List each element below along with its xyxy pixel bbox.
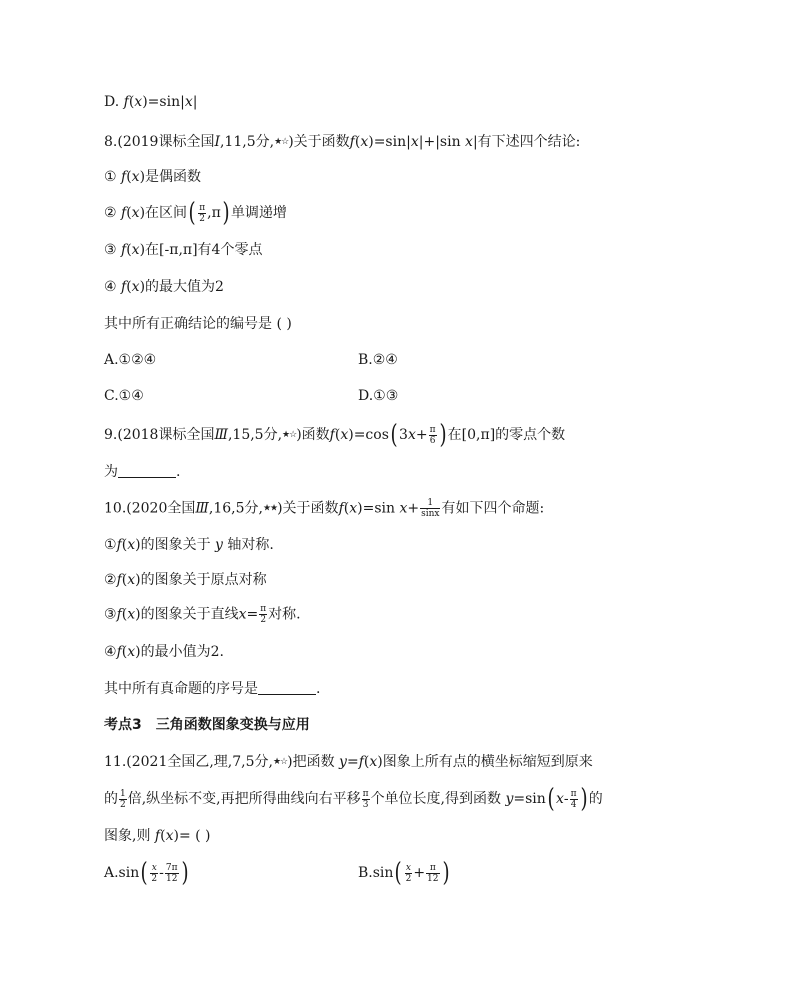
question-10: 10.(2020全国Ⅲ,16,5分,★★)关于函数f(x)=sin x+ $\frac{1}{\sin x}$ 有如下四个命题:: [104, 498, 545, 519]
fraction: $\frac{\pi}{2}$: [260, 604, 267, 625]
fraction: $\frac{1}{\sin x}$: [421, 498, 440, 519]
difficulty-star-icon: ★☆: [272, 757, 288, 767]
question-11: 11.(2021全国乙,理,7,5分,★☆)把函数 y=f(x)图象上所有点的横坐标缩短到原来: [104, 754, 593, 770]
q8-option-a: A.①②④: [104, 352, 157, 368]
q8-ask: 其中所有正确结论的编号是 ( ): [104, 316, 292, 332]
q9-answer-line: 为 .: [104, 464, 181, 480]
fraction: $\frac{\pi}{12}$: [427, 862, 439, 884]
fraction: $\frac{\pi}{3}$: [362, 788, 369, 810]
q8-statement-1: ① f(x)是偶函数: [104, 169, 202, 185]
question-11-cont: 的 $\frac{1}{2}$ 倍,纵坐标不变,再把所得曲线向右平移 $\frac{\pi}{3}$ 个单位长度,得到函数 y=sin( x- $\frac{\pi}{4}$ ) 的: [104, 784, 603, 814]
q8-option-d: D.①③: [358, 388, 399, 404]
section-heading: 考点3 三角函数图象变换与应用: [104, 717, 310, 733]
q8-statement-3: ③ f(x)在[-π,π]有4个零点: [104, 242, 263, 258]
fraction: $\frac{\pi}{6}$: [429, 424, 436, 446]
question-11-ask: 图象,则 f(x)= ( ): [104, 828, 211, 844]
q8-option-c: C.①④: [104, 388, 144, 404]
q10-statement-3: ③f(x)的图象关于直线x= $\frac{\pi}{2}$ 对称.: [104, 604, 301, 625]
fraction: $\frac{\pi}{4}$: [570, 788, 577, 810]
difficulty-star-icon: ★☆: [282, 430, 297, 440]
question-8: 8.(2019课标全国Ⅰ,11,5分,★☆)关于函数f(x)=sin|x|+|sin x|有下述四个结论:: [104, 134, 581, 150]
difficulty-star-icon: ★★: [262, 503, 278, 514]
answer-blank[interactable]: [118, 463, 176, 478]
q11-option-a: A.sin( $\frac{x}{2}$ - $\frac{7\pi}{12}$ ): [104, 858, 189, 888]
fraction: $\frac{x}{2}$: [151, 862, 158, 884]
option-d-prev: D. f(x)=sin|x|: [104, 94, 198, 110]
q8-statement-2: ② f(x)在区间( $\frac{\pi}{2}$ ,π) 单调递增: [104, 198, 287, 228]
fraction: $\frac{1}{2}$: [120, 788, 126, 810]
fraction: $\frac{7\pi}{12}$: [165, 862, 178, 884]
q10-statement-2: ②f(x)的图象关于原点对称: [104, 572, 267, 588]
difficulty-star-icon: ★☆: [274, 137, 289, 147]
q10-statement-4: ④f(x)的最小值为2.: [104, 644, 224, 660]
fraction: $\frac{x}{2}$: [405, 862, 412, 884]
q10-statement-1: ①f(x)的图象关于 y 轴对称.: [104, 537, 274, 553]
q8-option-b: B.②④: [358, 352, 398, 368]
question-9: 9.(2018课标全国Ⅲ,15,5分,★☆)函数f(x)=cos( 3x+ $\frac{\pi}{6}$ ) 在[0,π]的零点个数: [104, 420, 566, 450]
answer-blank[interactable]: [258, 680, 316, 695]
fraction: $\frac{\pi}{2}$: [199, 202, 206, 224]
q10-ask: 其中所有真命题的序号是 .: [104, 681, 321, 697]
q8-statement-4: ④ f(x)的最大值为2: [104, 279, 224, 295]
q11-option-b: B.sin( $\frac{x}{2}$ + $\frac{\pi}{12}$ ): [358, 858, 450, 888]
